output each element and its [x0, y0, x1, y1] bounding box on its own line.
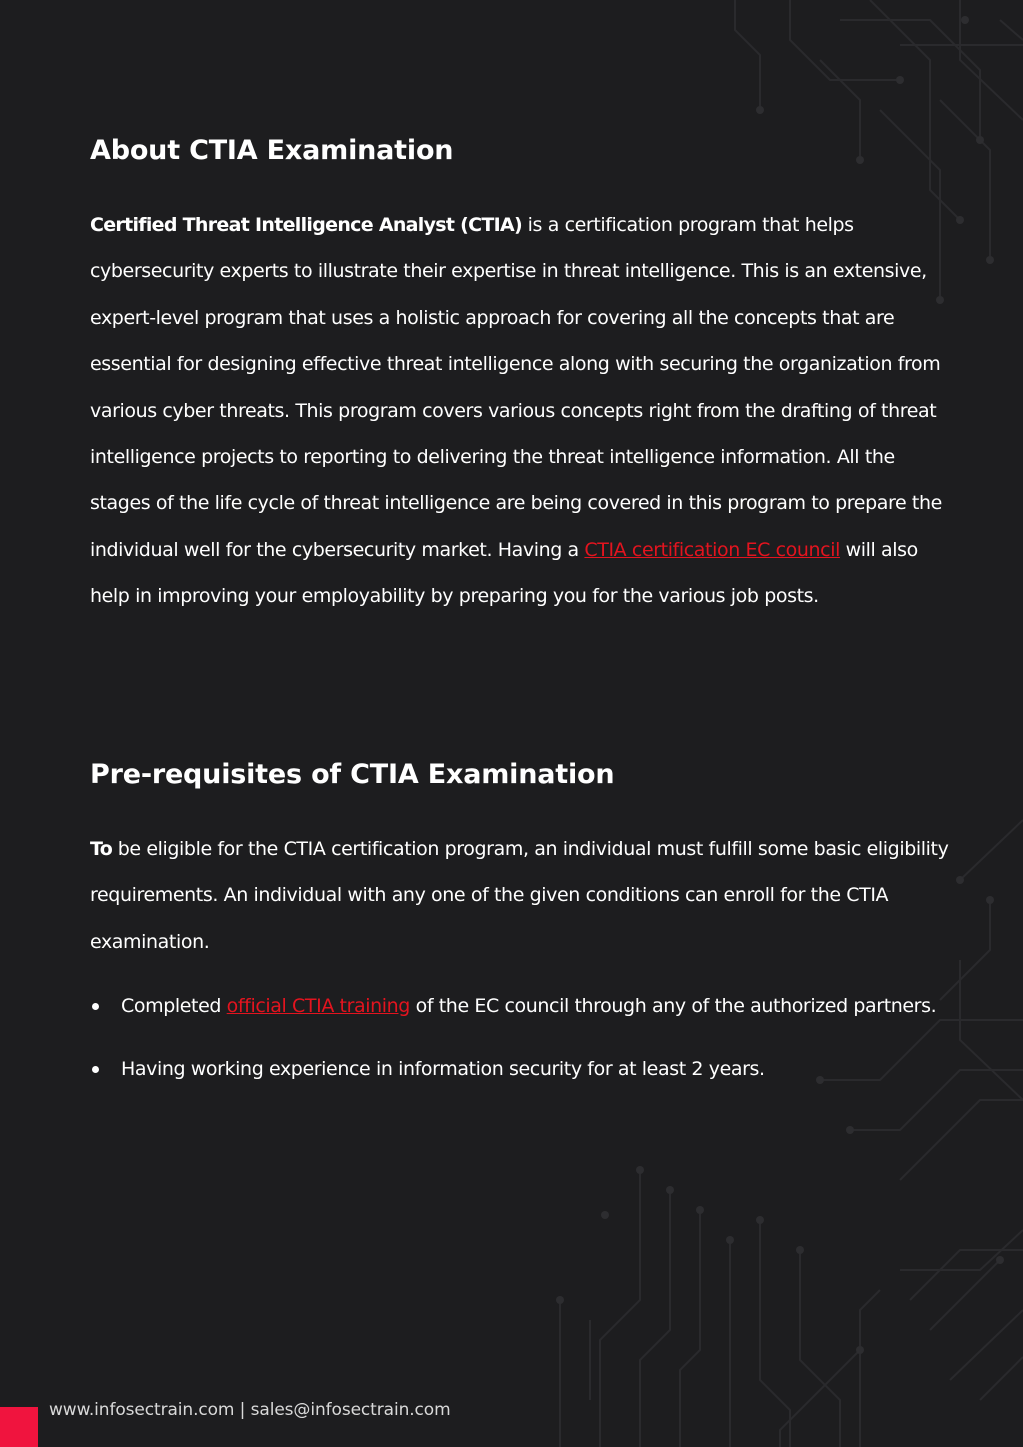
- about-body-text: is a certification program that helps cybersecurity experts to illustrate their expertise in threat intelligence. This is an extensive, expert-level program that uses a holistic approach for covering all the concepts that are essential for designing effective threat intelligence along with securing the organization from various cyber threats. This program covers various concepts right from the drafting of threat intelligence projects to reporting to delivering the threat intelligence information. All the stages of the life cycle of threat intelligence are being covered in this program to prepare the individual well for the cybersecurity market. Having a: [90, 214, 942, 561]
- about-body-text-end: will also help in improving your employability by preparing you for the various job posts.: [90, 538, 918, 608]
- bullet-icon: [92, 1003, 99, 1010]
- prerequisites-strong-text: To: [90, 838, 113, 860]
- official-ctia-training-link[interactable]: official CTIA training: [226, 995, 410, 1017]
- bullet-text: Completed: [121, 995, 227, 1017]
- about-paragraph: [90, 202, 950, 620]
- page-footer: [0, 1397, 600, 1447]
- bullet-text-end: of the EC council through any of the authorized partners.: [409, 995, 937, 1017]
- about-heading: About CTIA Examination: [90, 135, 454, 166]
- list-item: [90, 1046, 950, 1092]
- prerequisites-paragraph: [90, 826, 950, 965]
- bullet-text: Having working experience in information security for at least 2 years.: [121, 1058, 765, 1081]
- prerequisites-heading: Pre-requisites of CTIA Examination: [90, 759, 615, 790]
- bullet-icon: [92, 1066, 99, 1073]
- ctia-strong-text: Certified Threat Intelligence Analyst (CTIA): [90, 214, 523, 236]
- prerequisites-list: [90, 983, 950, 1110]
- footer-contact[interactable]: www.infosectrain.com | sales@infosectrain.com: [49, 1400, 451, 1420]
- footer-accent-square: [0, 1407, 38, 1447]
- list-item: [90, 983, 950, 1029]
- prerequisites-body-text: be eligible for the CTIA certification program, an individual must fulfill some basic eligibility requirements. An individual with any one of the given conditions can enroll for the CTIA examination.: [90, 838, 949, 953]
- ctia-certification-link[interactable]: CTIA certification EC council: [584, 538, 840, 561]
